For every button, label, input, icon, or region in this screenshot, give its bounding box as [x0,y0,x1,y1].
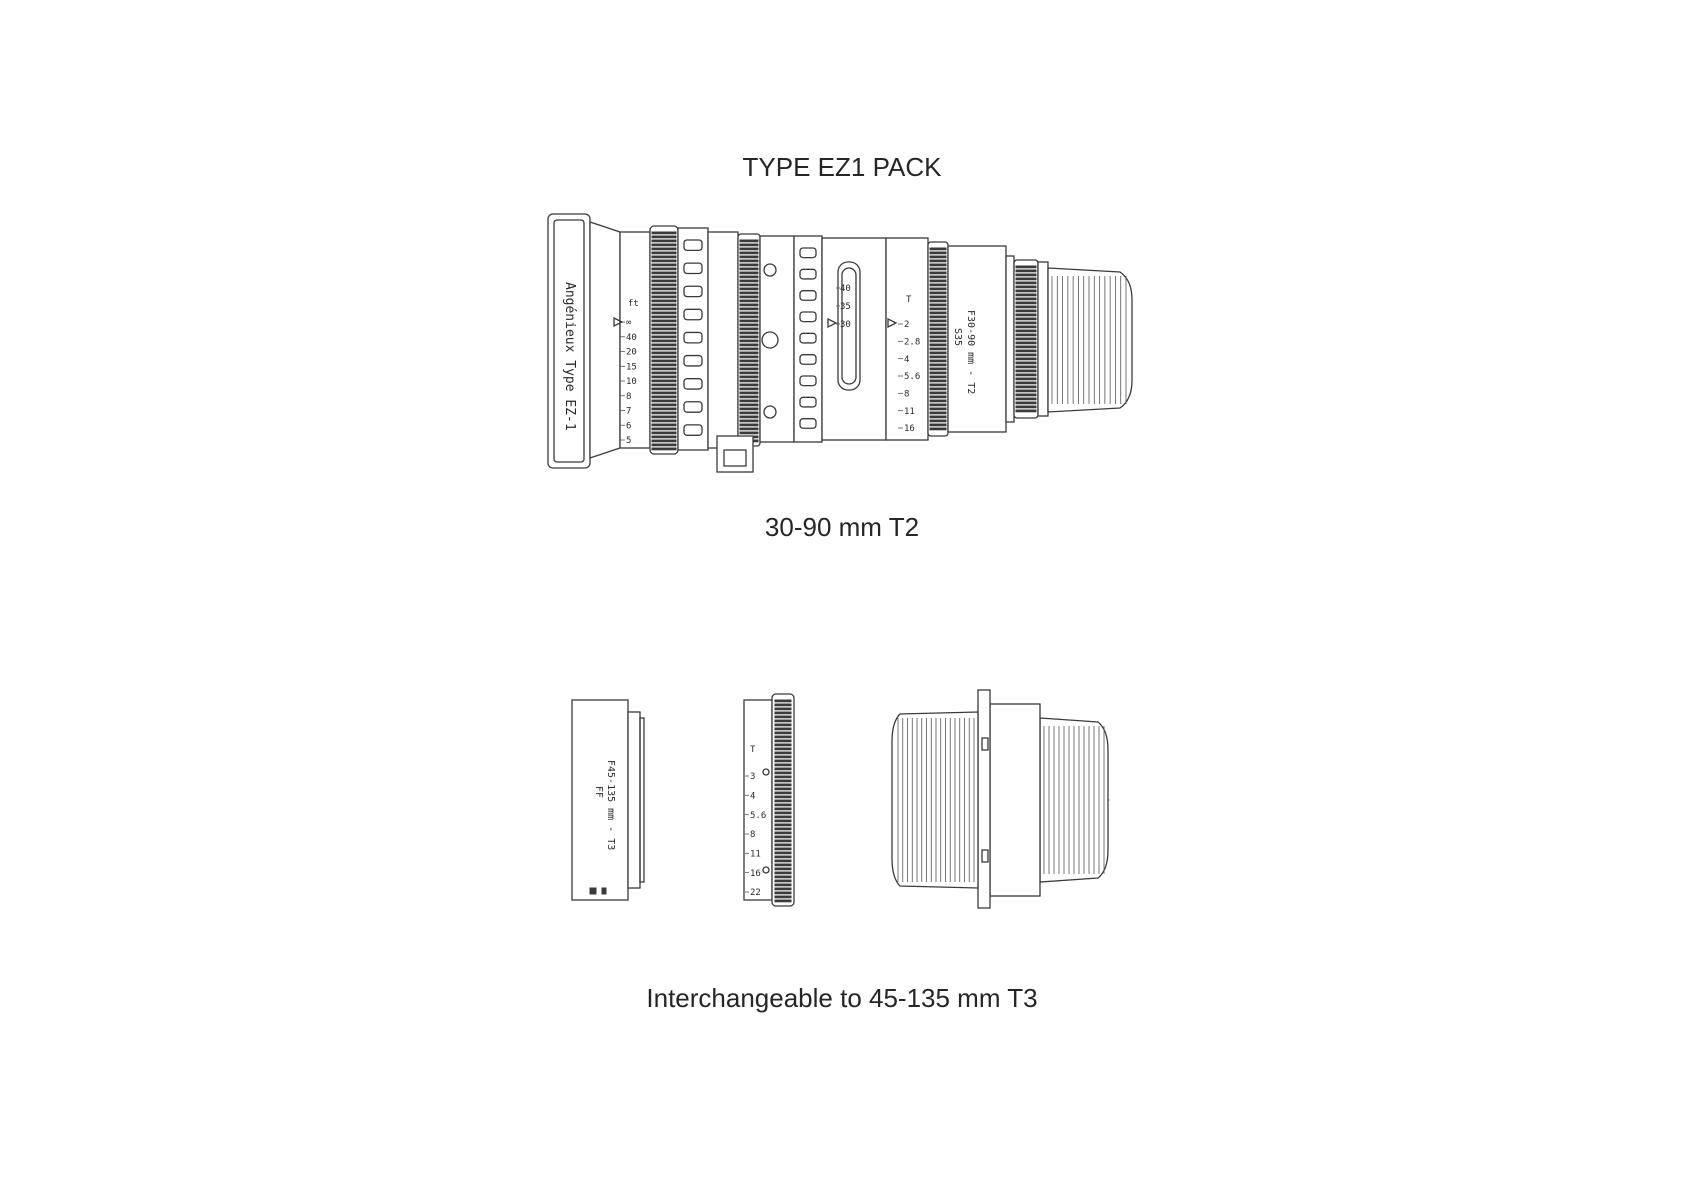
rear-grip [1048,268,1132,412]
focus-scale-label: 20 [626,347,637,358]
kit-rear-grip [892,690,1110,908]
mid-barrel [708,232,738,448]
kit-iris-scale-label: 8 [750,830,756,841]
format-engraving: S35 [952,328,963,347]
zoom-scale-label: 40 [840,284,851,295]
pack-title: TYPE EZ1 PACK [742,152,942,182]
iris-scale-label: 11 [904,406,915,417]
zoom-scale-label: 35 [840,302,851,313]
kit-iris-scale-label: 16 [750,868,761,879]
interchangeable-caption: Interchangeable to 45-135 mm T3 [646,983,1038,1013]
kit-barrel [572,700,644,900]
kit-grip-flange [978,690,990,908]
lens-spec-caption: 30-90 mm T2 [764,512,920,542]
kit-iris-scale-label: 5.6 [750,810,767,821]
iris-gear-ring [928,242,948,436]
kit-grip-collar [990,704,1040,896]
iris-scale-label: 16 [904,424,915,435]
focus-scale-label: 40 [626,332,637,343]
zoom-ring [794,236,822,442]
brand-engraving: Angénieux Type EZ-1 [562,282,577,431]
kit-iris-scale-label: 22 [750,888,761,899]
front-barrel [590,222,620,458]
kit-iris-unit: T [750,745,756,755]
focus-scale-label: 10 [626,377,637,388]
kit-barrel-body [572,700,628,900]
focus-scale-label: ∞ [626,318,632,329]
focus-scale-label: 5 [626,436,632,447]
kit-iris-scale-label: 11 [750,849,761,860]
focus-unit: ft [628,299,639,309]
focus-scale-label: 6 [626,421,632,432]
focus-scale-label: 8 [626,391,632,402]
kit-iris-ring [744,694,794,906]
kit-model-engraving: F45-135 mm - T3 [605,760,616,851]
main-lens [548,214,1132,472]
kit-grip-front [892,712,978,888]
iris-scale-label: 5.6 [904,372,921,383]
iris-scale-label: 4 [904,354,910,365]
focus-scale-label: 7 [626,406,632,417]
iris-scale-label: 2.8 [904,337,921,348]
kit-iris-scale-label: 4 [750,791,756,802]
zoom-window-barrel [822,238,886,440]
focus-scale-label: 15 [626,362,637,373]
kit-format-engraving: FF [593,786,604,799]
iris-scale-label: 2 [904,320,910,331]
kit-iris-scale-label: 3 [750,772,756,783]
zoom-scale-label: 30 [840,320,851,331]
iris-unit: T [906,295,912,305]
iris-scale-label: 8 [904,389,910,400]
model-engraving: F30-90 mm - T2 [965,310,976,395]
